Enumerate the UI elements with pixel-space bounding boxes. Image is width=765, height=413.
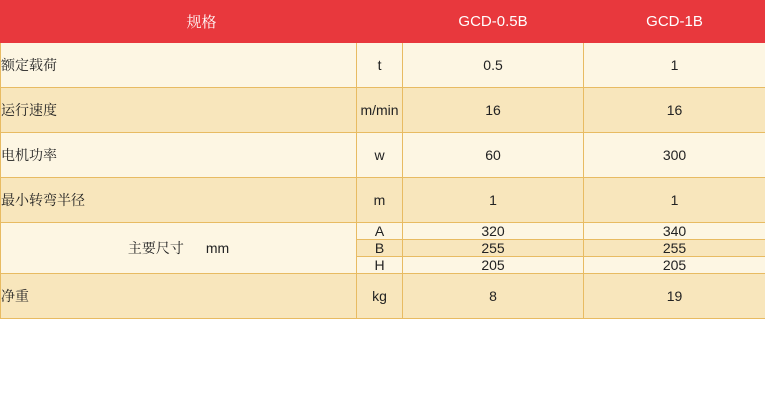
dimension-unit: H (357, 257, 403, 274)
row-label: 运行速度 (1, 88, 357, 133)
dimensions-label-cell (1, 223, 357, 274)
row-value-model-1: 0.5 (403, 43, 584, 88)
row-unit: m/min (357, 88, 403, 133)
dimension-value-model-2: 255 (584, 240, 765, 257)
dimension-value-model-2: 340 (584, 223, 765, 240)
table-row (1, 43, 765, 88)
dimension-value-model-1: 320 (403, 223, 584, 240)
row-unit: w (357, 133, 403, 178)
row-value-model-2: 300 (584, 133, 765, 178)
row-label: 额定载荷 (1, 43, 357, 88)
header-model-1: GCD-0.5B (403, 1, 584, 43)
row-value-model-2: 1 (584, 178, 765, 223)
table-header-row (1, 1, 765, 43)
row-value-model-1: 1 (403, 178, 584, 223)
row-value-model-1: 16 (403, 88, 584, 133)
row-value-model-2: 1 (584, 43, 765, 88)
row-value-model-1: 60 (403, 133, 584, 178)
table-row (1, 274, 765, 319)
row-value-model-2: 19 (584, 274, 765, 319)
row-unit: kg (357, 274, 403, 319)
row-label: 最小转弯半径 (1, 178, 357, 223)
row-label: 净重 (1, 274, 357, 319)
dimension-value-model-2: 205 (584, 257, 765, 274)
row-unit: m (357, 178, 403, 223)
dimension-unit: B (357, 240, 403, 257)
table-row (1, 133, 765, 178)
dimensions-label: 主要尺寸 (127, 240, 184, 256)
row-value-model-1: 8 (403, 274, 584, 319)
table-row (1, 88, 765, 133)
dimension-value-model-1: 255 (403, 240, 584, 257)
row-value-model-2: 16 (584, 88, 765, 133)
header-model-2: GCD-1B (584, 1, 765, 43)
header-spec-label: 规格 (1, 1, 403, 43)
table-row (1, 178, 765, 223)
dimension-value-model-1: 205 (403, 257, 584, 274)
dimension-unit: A (357, 223, 403, 240)
dimensions-unit: mm (205, 240, 230, 256)
row-label: 电机功率 (1, 133, 357, 178)
row-unit: t (357, 43, 403, 88)
table-row-dimension-a (1, 223, 765, 240)
